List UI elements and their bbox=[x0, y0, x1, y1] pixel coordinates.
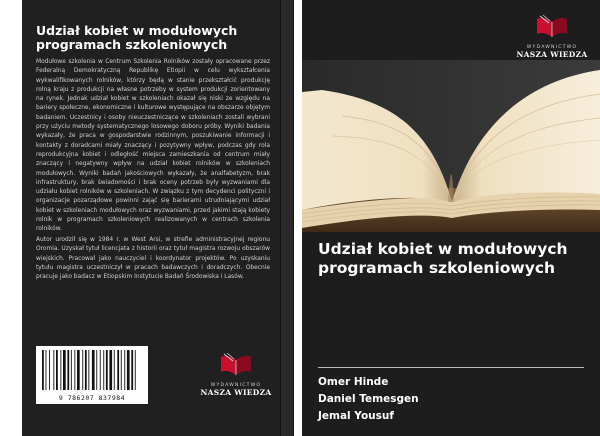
open-book-icon bbox=[219, 352, 253, 378]
book-spine bbox=[280, 0, 294, 436]
publisher-small-label: WYDAWNICTWO bbox=[526, 45, 578, 50]
back-cover-abstract: Modułowe szkolenia w Centrum Szkolenia Rolników zostały opracowane przez Federalną Demokratyczną Republikę Etiopii w celu wykształcenia wykwalifikowanych rolników, którzy będą w stanie przekształcić produkcję rolną kraju z produkcji na własne potrzeby w system produkcji zorientowany na rynek. Jednak udział kobiet w szkoleniach okazał się niski ze względu na bariery społeczne, ekonomiczne i kulturowe występujące na obszarze objętym badaniem. Uczestnicy i osoby nieuczestniczące w szkoleniach zostali wybrani przy użyciu metody systematycznego losowego doboru próby. Wyniki badania wykazały, że praca w gospodarstwie rodzinnym, poszukiwanie informacji i kontakty z doradcami miały znaczący i pozytywny wpływ, podczas gdy rola reprodukcyjna kobiet i odległość miejsca zamieszkania od centrum miały znaczący i negatywny wpływ na udział kobiet rolników w szkoleniach modułowych. Wyniki badań jakościowych wykazały, że analfabetyzm, brak infrastruktury, brak świadomości i brak oceny potrzeb były wyzwaniami dla udziału kobiet rolników w szkoleniach. W związku z tym decydenci polityczni i organizacje pozarządowe powinni zająć się barierami utrudniającymi udział kobiet w szkoleniach modułowych oraz wyzwaniami, przed jakimi stają kobiety rolnik w programach szkoleniowych realizowanych w centrach szkolenia rolników. bbox=[36, 59, 270, 233]
author-bio: Autor urodził się w 1984 r. w West Arsi, w strefie administracyjnej regionu Oromia. Uzyskał tytuł licencjata z historii oraz tytuł magistra rozwoju obszarów wiejskich. Pracował jako nauczyciel i koordynator projektów. Po uzyskaniu tytułu magistra uczestniczył w pracach badawczych i doradczych. Obecnie pracuje jako badacz w Etiopskim Instytucie Badań Środowiska i Lasów. bbox=[36, 237, 270, 281]
author-name: Jemal Yousuf bbox=[318, 410, 394, 422]
publisher-small-label: WYDAWNICTWO bbox=[210, 383, 262, 388]
front-cover bbox=[302, 0, 600, 436]
barcode-bars-icon bbox=[36, 346, 148, 394]
author-list bbox=[318, 374, 578, 425]
publisher-logo-front bbox=[514, 14, 590, 59]
publisher-name: NASZA WIEDZA bbox=[200, 388, 272, 397]
open-book-icon bbox=[535, 14, 569, 40]
author-name: Omer Hinde bbox=[318, 376, 389, 388]
publisher-name: NASZA WIEDZA bbox=[516, 50, 588, 59]
author-name: Daniel Temesgen bbox=[318, 393, 419, 405]
open-book-photo-icon bbox=[302, 60, 600, 232]
back-cover-title: Udział kobiet w modułowych programach szkoleniowych bbox=[36, 23, 238, 52]
isbn-barcode bbox=[36, 346, 148, 404]
front-cover-title: Udział kobiet w modułowych programach szkoleniowych bbox=[318, 240, 568, 277]
open-book-photo bbox=[302, 60, 600, 232]
back-cover bbox=[22, 0, 280, 436]
isbn-number: 9 786207 837984 bbox=[58, 394, 126, 402]
publisher-logo-back bbox=[198, 352, 274, 397]
divider bbox=[318, 367, 584, 368]
